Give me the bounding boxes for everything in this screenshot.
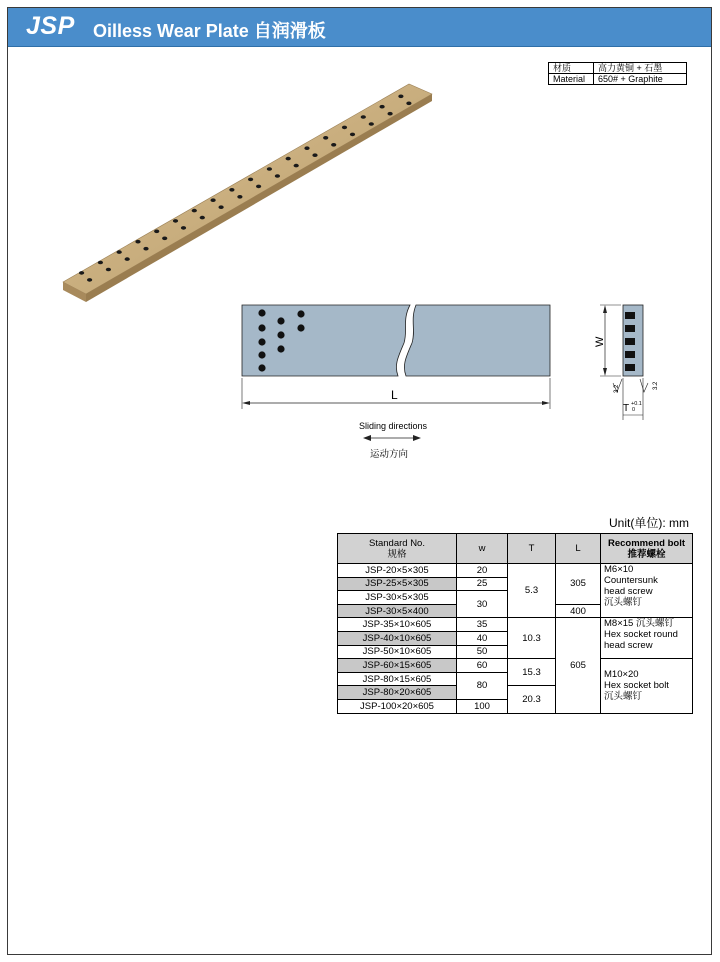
- cell-standard: JSP-35×10×605: [338, 618, 457, 632]
- cell-t: 15.3: [508, 659, 556, 686]
- bolt-line: 沉头螺钉: [604, 597, 643, 608]
- graphite-plug: [181, 226, 186, 230]
- cell-standard: JSP-30×5×305: [338, 591, 457, 605]
- graphite-plug: [323, 136, 328, 140]
- cell-standard: JSP-80×20×605: [338, 686, 457, 700]
- bolt-line: M6×10: [604, 564, 634, 575]
- bolt-line: M10×20: [604, 669, 639, 681]
- cell-t: 10.3: [508, 618, 556, 659]
- width-label: W: [594, 336, 606, 347]
- cell-w: 60: [457, 659, 508, 673]
- graphite-plug: [135, 240, 140, 244]
- table-row: [338, 564, 693, 578]
- graphite-plug: [106, 268, 111, 272]
- graphite-plug: [143, 247, 148, 251]
- header-bolt-en: Recommend bolt: [607, 537, 686, 549]
- bolt-line: 沉头螺钉: [604, 691, 643, 703]
- graphite-plug: [304, 146, 309, 150]
- cell-w: 25: [457, 577, 508, 591]
- graphite-plug: [267, 167, 272, 171]
- graphite-plug: [331, 143, 336, 147]
- material-value: 650# + Graphite: [594, 74, 687, 85]
- cell-w: 30: [457, 591, 508, 618]
- tolerance-lower: 0: [632, 407, 636, 413]
- roughness-left: 3.2: [614, 384, 620, 393]
- length-label: L: [391, 388, 398, 402]
- graphite-plug: [200, 216, 205, 220]
- material-table: [548, 62, 687, 85]
- header-standard-en: Standard No.: [369, 537, 425, 549]
- header-standard-cn: 规格: [387, 548, 407, 560]
- header-row: [338, 534, 693, 564]
- graphite-plug: [173, 219, 178, 223]
- spec-table: [337, 533, 693, 714]
- table-row: [338, 618, 693, 632]
- cell-standard: JSP-60×15×605: [338, 659, 457, 673]
- graphite-plug: [211, 198, 216, 202]
- cell-w: 100: [457, 699, 508, 713]
- cell-bolt: [601, 659, 693, 713]
- material-row: [549, 63, 687, 74]
- bolt-line: Hex socket bolt: [604, 680, 669, 692]
- cell-w: 35: [457, 618, 508, 632]
- material-value: 高力黄铜 + 石墨: [594, 63, 687, 74]
- bolt-line: head screw: [604, 586, 653, 597]
- graphite-plug: [162, 237, 167, 241]
- cell-l: 305: [556, 564, 601, 605]
- graphite-plug: [286, 157, 291, 161]
- brand-logo: JSP: [26, 12, 75, 40]
- cell-standard: JSP-80×15×605: [338, 672, 457, 686]
- plate-top-face: [63, 84, 432, 294]
- graphite-plug: [125, 257, 130, 261]
- graphite-plug: [369, 122, 374, 126]
- cell-standard: JSP-50×10×605: [338, 645, 457, 659]
- cell-standard: JSP-40×10×605: [338, 631, 457, 645]
- graphite-plug: [312, 153, 317, 157]
- plate-view-right: [404, 305, 550, 376]
- arrow-right-icon: [413, 435, 421, 441]
- header-w: w: [457, 534, 508, 564]
- cell-standard: JSP-100×20×605: [338, 699, 457, 713]
- plate-front-face: [86, 94, 432, 302]
- arrow-left-icon: [363, 435, 371, 441]
- graphite-plug: [398, 95, 403, 99]
- cell-w: 50: [457, 645, 508, 659]
- graphite-plug: [79, 271, 84, 275]
- bolt-line: Hex socket round: [604, 629, 678, 641]
- graphite-plug: [406, 102, 411, 106]
- page-title: Oilless Wear Plate 自润滑板: [93, 21, 326, 41]
- tolerance-upper: +0.1: [631, 401, 642, 407]
- header-bolt-cn: 推荐螺栓: [627, 548, 666, 560]
- graphite-plug: [117, 250, 122, 254]
- cell-t: 5.3: [508, 564, 556, 618]
- graphite-plug: [361, 115, 366, 119]
- graphite-plug: [87, 278, 92, 282]
- graphite-plug: [98, 261, 103, 265]
- bolt-line: M8×15 沉头螺钉: [604, 618, 674, 630]
- graphite-plug: [294, 164, 299, 168]
- graphite-plug: [388, 112, 393, 116]
- roughness-right: 3.2: [653, 381, 659, 390]
- cell-bolt: [601, 618, 693, 659]
- graphite-plug: [192, 209, 197, 213]
- header-bolt: [601, 534, 693, 564]
- header-l: L: [556, 534, 601, 564]
- sliding-directions-label: Sliding directions: [359, 421, 428, 431]
- bolt-line: Countersunk: [604, 575, 658, 586]
- graphite-plug: [380, 105, 385, 109]
- cell-standard: JSP-20×5×305: [338, 564, 457, 578]
- cell-t: 20.3: [508, 686, 556, 713]
- graphite-plug: [229, 188, 234, 192]
- thickness-label: T: [623, 403, 630, 414]
- graphite-plug: [275, 174, 280, 178]
- graphite-plug: [248, 178, 253, 182]
- graphite-plug: [256, 185, 261, 189]
- cell-bolt: [601, 564, 693, 618]
- cell-w: 80: [457, 672, 508, 699]
- material-key: 材质: [549, 63, 594, 74]
- bolt-line: head screw: [604, 640, 653, 652]
- cell-w: 40: [457, 631, 508, 645]
- cell-l: 400: [556, 604, 601, 618]
- technical-drawing: [230, 295, 660, 470]
- graphite-plug: [237, 195, 242, 199]
- material-key: Material: [549, 74, 594, 85]
- cell-l: 605: [556, 618, 601, 713]
- material-row: [549, 74, 687, 85]
- cell-w: 20: [457, 564, 508, 578]
- cell-standard: JSP-30×5×400: [338, 604, 457, 618]
- product-illustration: [55, 80, 440, 310]
- sliding-directions-cn: 运动方向: [370, 449, 409, 460]
- graphite-plug: [342, 126, 347, 130]
- cell-standard: JSP-25×5×305: [338, 577, 457, 591]
- header-standard: [338, 534, 457, 564]
- unit-label: Unit(单位): mm: [609, 516, 689, 530]
- table-row: [338, 659, 693, 673]
- plate-view-left: [242, 305, 410, 376]
- graphite-plug: [154, 230, 159, 234]
- graphite-plug: [350, 133, 355, 137]
- graphite-plug: [219, 205, 224, 209]
- page-header: [8, 8, 711, 47]
- header-t: T: [508, 534, 556, 564]
